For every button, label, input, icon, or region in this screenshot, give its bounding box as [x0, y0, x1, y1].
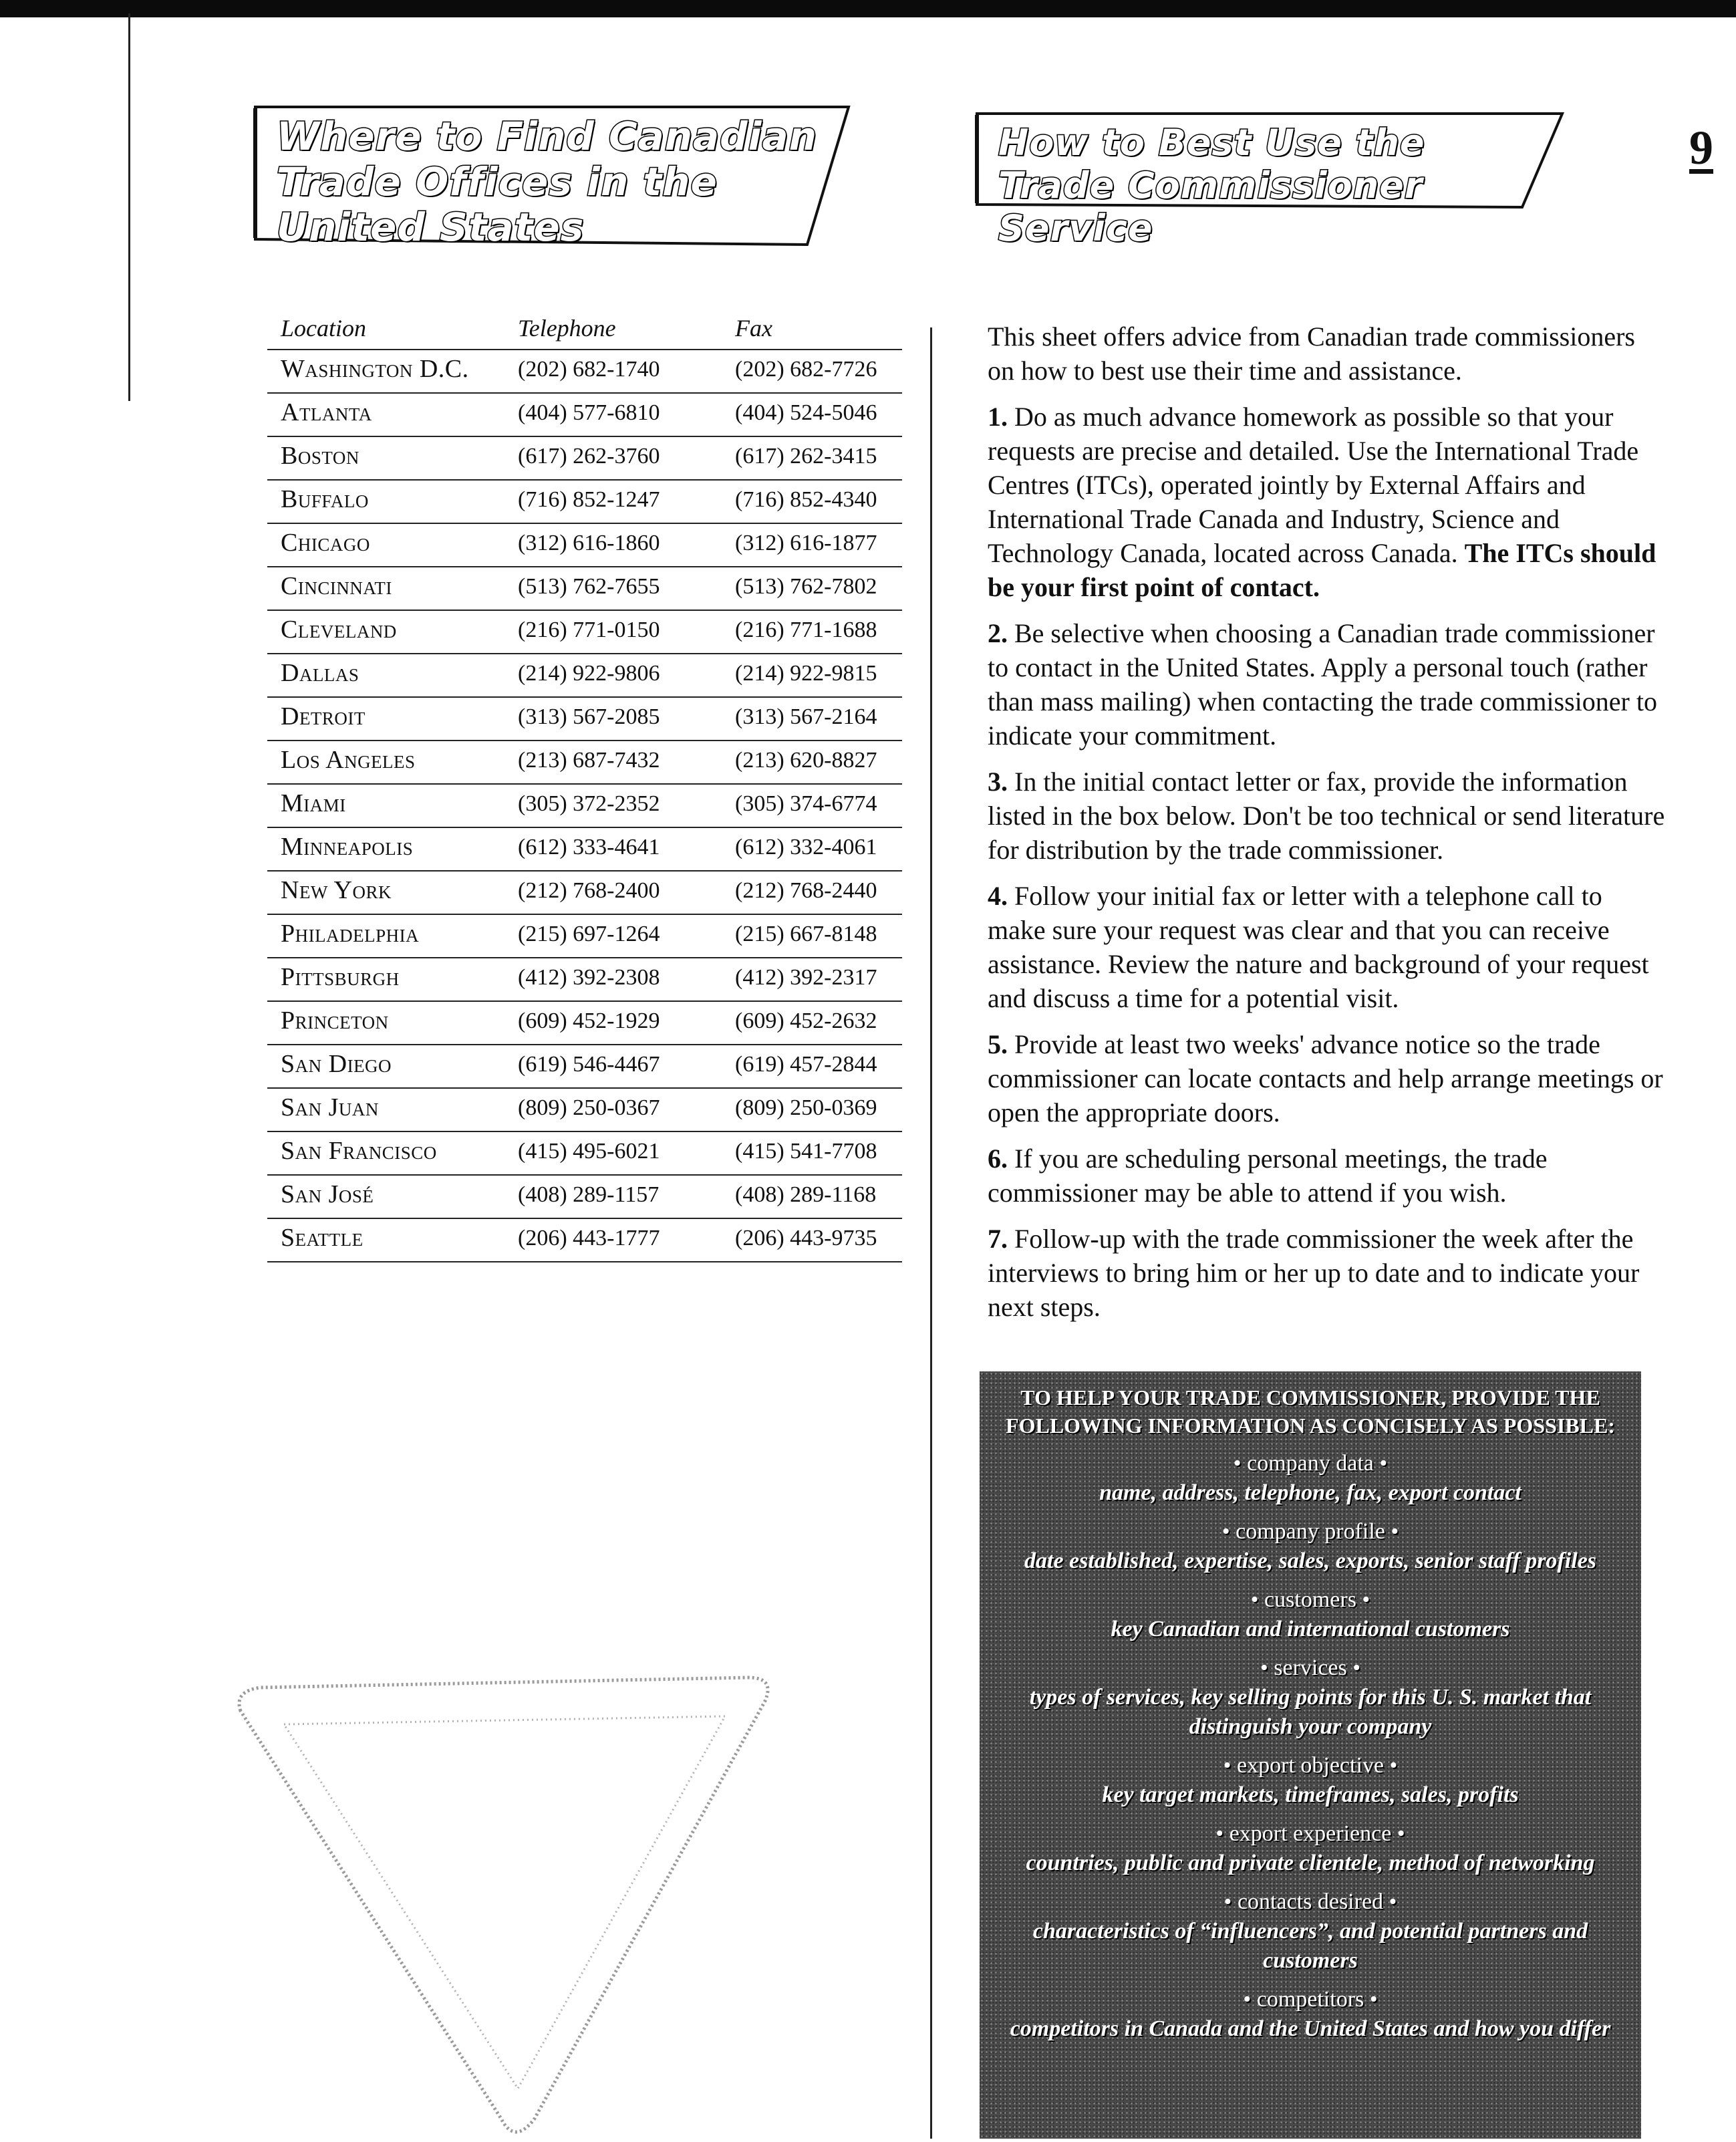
fax-cell: (206) 443-9735	[735, 1226, 877, 1250]
fax-cell: (619) 457-2844	[735, 1052, 877, 1077]
location-cell: Philadelphia	[281, 920, 420, 948]
fax-cell: (312) 616-1877	[735, 531, 877, 555]
location-cell: Atlanta	[281, 398, 372, 426]
telephone-cell: (202) 682-1740	[518, 357, 660, 382]
checklist-item-title: • services •	[1260, 1655, 1361, 1680]
table-row	[267, 696, 902, 740]
fax-cell: (305) 374-6774	[735, 791, 877, 816]
location-cell: Miami	[281, 789, 346, 817]
checklist-item-title: • company data •	[1233, 1451, 1388, 1476]
table-row	[267, 479, 902, 523]
advice-tip	[988, 1222, 1666, 1324]
tip-text: Follow-up with the trade commissioner the week after the interviews to bring him or her up to date and to indicate your next steps.	[988, 1224, 1640, 1322]
location-cell: Detroit	[281, 702, 366, 730]
checklist-item	[980, 1751, 1641, 1810]
table-row	[267, 957, 902, 1000]
table-row	[267, 1131, 902, 1174]
advice-tip	[988, 400, 1666, 604]
trade-offices-table	[267, 307, 902, 1262]
checklist-item-title: • export objective •	[1223, 1753, 1398, 1778]
fax-cell: (809) 250-0369	[735, 1095, 877, 1120]
telephone-cell: (215) 697-1264	[518, 922, 660, 946]
telephone-cell: (214) 922-9806	[518, 661, 660, 686]
tip-text: Be selective when choosing a Canadian trade commissioner to contact in the United States. Apply a personal touch (rather than mass mailing) when contacting the trade commissioner to indicate your commitment.	[988, 618, 1657, 751]
fax-cell: (609) 452-2632	[735, 1009, 877, 1033]
checklist-item-title: • export experience •	[1215, 1821, 1405, 1846]
telephone-cell: (212) 768-2400	[518, 878, 660, 903]
table-row	[267, 783, 902, 827]
location-cell: San José	[281, 1180, 374, 1208]
fax-cell: (214) 922-9815	[735, 661, 877, 686]
telephone-cell: (609) 452-1929	[518, 1009, 660, 1033]
table-row	[267, 1000, 902, 1044]
checklist-item-description: characteristics of “influencers”, and potential partners and customers	[1032, 1919, 1588, 1973]
telephone-cell: (617) 262-3760	[518, 444, 660, 468]
tip-number: 6.	[988, 1144, 1008, 1174]
table-row	[267, 827, 902, 870]
telephone-cell: (412) 392-2308	[518, 965, 660, 990]
tip-text: In the initial contact letter or fax, provide the information listed in the box below. Don't be too technical or send literature for distribution by the trade commissioner.	[988, 767, 1665, 865]
checklist-item	[980, 1887, 1641, 1976]
table-row	[267, 1218, 902, 1262]
scan-top-edge	[0, 0, 1736, 17]
tip-number: 5.	[988, 1029, 1008, 1059]
location-cell: Cincinnati	[281, 572, 392, 600]
location-cell: San Francisco	[281, 1137, 437, 1165]
fax-header: Fax	[735, 315, 772, 342]
checklist-item-description: countries, public and private clientele, method of networking	[1026, 1851, 1595, 1875]
fax-cell: (415) 541-7708	[735, 1139, 877, 1164]
table-row	[267, 1044, 902, 1087]
table-row	[267, 740, 902, 783]
fax-cell: (612) 332-4061	[735, 835, 877, 859]
location-cell: Princeton	[281, 1007, 389, 1035]
location-cell: Boston	[281, 442, 359, 470]
checklist-items	[980, 1449, 1641, 2044]
location-cell: Minneapolis	[281, 833, 414, 861]
telephone-cell: (809) 250-0367	[518, 1095, 660, 1120]
telephone-cell: (305) 372-2352	[518, 791, 660, 816]
tip-number: 1.	[988, 402, 1008, 432]
fax-cell: (617) 262-3415	[735, 444, 877, 468]
checklist-item-description: competitors in Canada and the United States and how you differ	[1010, 2016, 1611, 2041]
checklist-item-description: types of services, key selling points for this U. S. market that distinguish your company	[1029, 1685, 1592, 1739]
telephone-header: Telephone	[518, 315, 616, 342]
column-divider	[930, 327, 932, 2139]
telephone-cell: (513) 762-7655	[518, 574, 660, 599]
table-row	[267, 653, 902, 696]
location-cell: San Juan	[281, 1093, 379, 1121]
right-banner-title: How to Best Use the Trade Commissioner Service	[998, 122, 1425, 249]
tip-number: 4.	[988, 881, 1008, 911]
left-banner-title: Where to Find Canadian Trade Offices in the United States	[277, 114, 817, 250]
telephone-cell: (216) 771-0150	[518, 618, 660, 642]
tip-number: 3.	[988, 767, 1008, 797]
advice-tip	[988, 1142, 1666, 1210]
checklist-item-description: date established, expertise, sales, exports, senior staff profiles	[1024, 1549, 1596, 1573]
location-cell: Los Angeles	[281, 746, 416, 774]
checklist-heading-line: TO HELP YOUR TRADE COMMISSIONER, PROVIDE THE	[1020, 1385, 1600, 1410]
checklist-item	[980, 1585, 1641, 1644]
tip-text: If you are scheduling personal meetings, the trade commissioner may be able to attend if you wish.	[988, 1144, 1548, 1208]
table-header	[267, 307, 902, 349]
location-cell: Cleveland	[281, 616, 397, 644]
advice-tip	[988, 765, 1666, 867]
checklist-item	[980, 1985, 1641, 2044]
advice-tip	[988, 616, 1666, 753]
checklist-heading	[980, 1383, 1641, 1440]
telephone-cell: (415) 495-6021	[518, 1139, 660, 1164]
fax-cell: (202) 682-7726	[735, 357, 877, 382]
location-cell: Buffalo	[281, 485, 369, 513]
table-row	[267, 566, 902, 610]
location-cell: Chicago	[281, 529, 370, 557]
table-row	[267, 1174, 902, 1218]
location-cell: New York	[281, 876, 392, 904]
telephone-cell: (716) 852-1247	[518, 487, 660, 512]
location-cell: Washington D.C.	[281, 355, 469, 383]
fax-cell: (212) 768-2440	[735, 878, 877, 903]
advice-text	[988, 319, 1666, 1336]
tip-number: 7.	[988, 1224, 1008, 1254]
tip-text: Do as much advance homework as possible so that your requests are precise and detailed. Use the International Trade Centres (ITCs), operated jointly by External Affairs and International Trade Canada and Industry, Science and Technology Canada, located across Canada.	[988, 402, 1639, 568]
checklist-item-title: • customers •	[1250, 1587, 1370, 1612]
table-row	[267, 523, 902, 566]
checklist-item	[980, 1819, 1641, 1878]
advice-tip	[988, 879, 1666, 1015]
tip-text: Follow your initial fax or letter with a telephone call to make sure your request was clear and that you can receive assistance. Review the nature and background of your request and discuss a time for a potential visit.	[988, 881, 1649, 1013]
yield-triangle-icon	[221, 1651, 795, 2139]
page-number: 9	[1689, 121, 1713, 174]
table-body	[267, 349, 902, 1262]
table-row	[267, 1087, 902, 1131]
location-header: Location	[281, 315, 367, 342]
yield-sign-graphic	[221, 1651, 795, 2139]
checklist-item-description: key Canadian and international customers	[1111, 1617, 1510, 1641]
information-checklist-box	[980, 1371, 1641, 2139]
location-cell: Seattle	[281, 1224, 364, 1252]
tip-number: 2.	[988, 618, 1008, 648]
fax-cell: (404) 524-5046	[735, 400, 877, 425]
telephone-cell: (312) 616-1860	[518, 531, 660, 555]
advice-intro: This sheet offers advice from Canadian trade commissioners on how to best use their time and assistance.	[988, 321, 1635, 386]
telephone-cell: (206) 443-1777	[518, 1226, 660, 1250]
location-cell: San Diego	[281, 1050, 392, 1078]
checklist-item	[980, 1653, 1641, 1742]
location-cell: Dallas	[281, 659, 359, 687]
fax-cell: (213) 620-8827	[735, 748, 877, 773]
fax-cell: (513) 762-7802	[735, 574, 877, 599]
telephone-cell: (408) 289-1157	[518, 1182, 660, 1207]
table-row	[267, 870, 902, 914]
table-row	[267, 436, 902, 479]
checklist-item-description: key target markets, timeframes, sales, profits	[1102, 1782, 1519, 1807]
checklist-item	[980, 1517, 1641, 1576]
telephone-cell: (404) 577-6810	[518, 400, 660, 425]
fax-cell: (412) 392-2317	[735, 965, 877, 990]
checklist-item-title: • contacts desired •	[1223, 1889, 1397, 1914]
checklist-item-title: • competitors •	[1243, 1987, 1378, 2012]
telephone-cell: (313) 567-2085	[518, 704, 660, 729]
table-row	[267, 610, 902, 653]
checklist-item-title: • company profile •	[1221, 1519, 1399, 1544]
advice-tip	[988, 1027, 1666, 1129]
right-section-banner	[974, 107, 1576, 249]
fax-cell: (313) 567-2164	[735, 704, 877, 729]
tip-emphasis: The ITCs should be your first point of contact.	[988, 538, 1656, 602]
telephone-cell: (612) 333-4641	[518, 835, 660, 859]
fax-cell: (215) 667-8148	[735, 922, 877, 946]
tip-text: Provide at least two weeks' advance notice so the trade commissioner can locate contacts and help arrange meetings or open the appropriate doors.	[988, 1029, 1663, 1127]
advice-tips	[988, 400, 1666, 1324]
checklist-heading-line: FOLLOWING INFORMATION AS CONCISELY AS POSSIBLE:	[1006, 1414, 1615, 1438]
table-row	[267, 392, 902, 436]
table-row	[267, 349, 902, 392]
location-cell: Pittsburgh	[281, 963, 400, 991]
left-section-banner	[253, 100, 854, 254]
fax-cell: (408) 289-1168	[735, 1182, 877, 1207]
checklist-item	[980, 1449, 1641, 1508]
telephone-cell: (213) 687-7432	[518, 748, 660, 773]
binding-edge-line	[128, 13, 130, 401]
telephone-cell: (619) 546-4467	[518, 1052, 660, 1077]
fax-cell: (216) 771-1688	[735, 618, 877, 642]
table-row	[267, 914, 902, 957]
fax-cell: (716) 852-4340	[735, 487, 877, 512]
checklist-item-description: name, address, telephone, fax, export contact	[1099, 1480, 1522, 1505]
